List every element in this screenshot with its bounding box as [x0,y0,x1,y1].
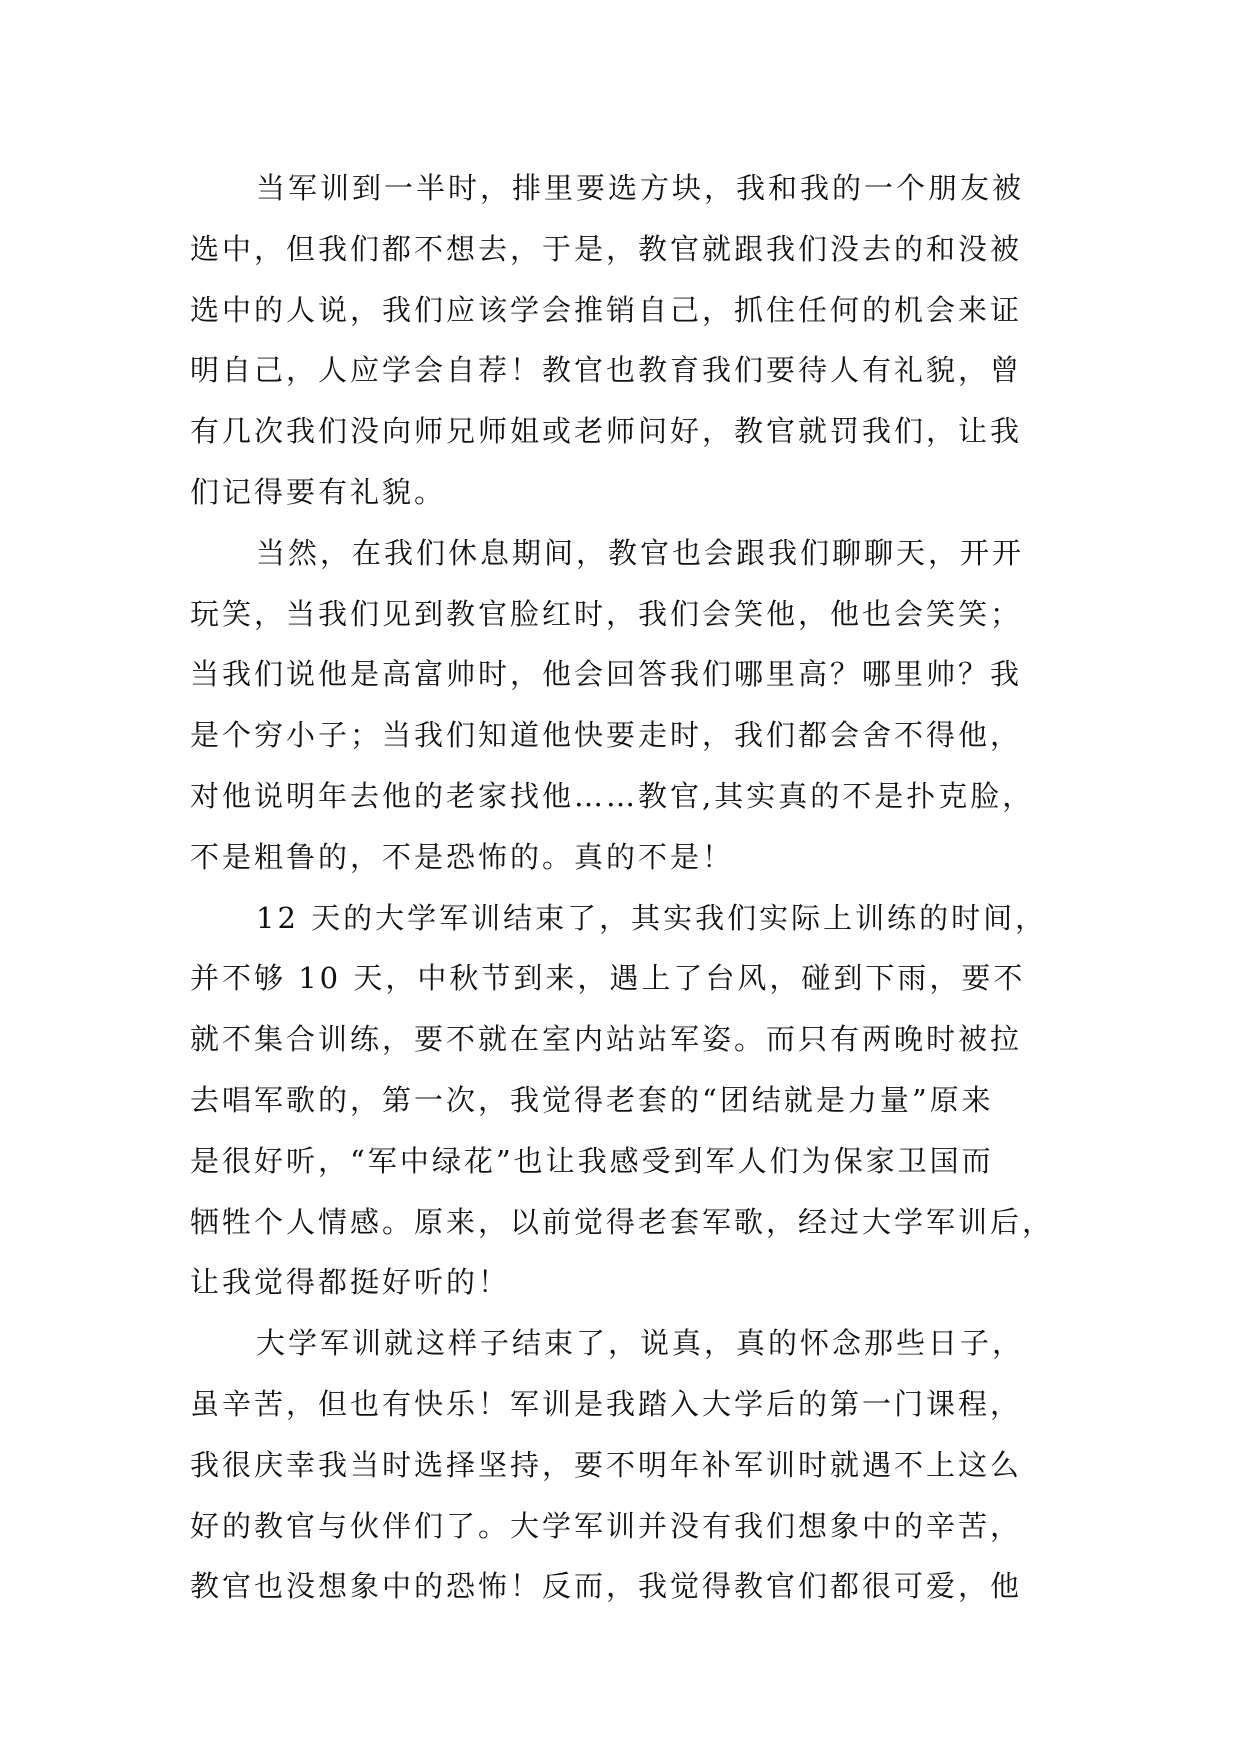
paragraph-4-line-5: 教官也没想象中的恐怖！反而，我觉得教官们都很可爱，他 [190,1569,1023,1604]
body-text [190,158,1055,1617]
paragraph-3-line-6: 牺牲个人情感。原来，以前觉得老套军歌，经过大学军训后， [190,1204,1055,1239]
paragraph-4-line-4: 好的教官与伙伴们了。大学军训并没有我们想象中的辛苦， [190,1508,1023,1543]
paragraph-4-line-2: 虽辛苦，但也有快乐！军训是我踏入大学后的第一门课程， [190,1386,1023,1421]
paragraph-1-line-6: 们记得要有礼貌。 [190,474,447,509]
paragraph-2-line-5: 对他说明年去他的老家找他……教官,其实真的不是扑克脸， [190,778,1035,813]
paragraph-2-line-3: 当我们说他是高富帅时，他会回答我们哪里高？哪里帅？我 [190,657,1023,692]
paragraph-2-line-4: 是个穷小子；当我们知道他快要走时，我们都会舍不得他， [190,718,1023,753]
paragraph-2-line-1: 当然，在我们休息期间，教官也会跟我们聊聊天，开开 [256,535,1025,570]
paragraph-3-line-4: 去唱军歌的，第一次，我觉得老套的“团结就是力量”原来 [190,1082,994,1117]
paragraph-3-line-2: 并不够 10 天，中秋节到来，遇上了台风，碰到下雨，要不 [190,961,1026,996]
paragraph-2-line-6: 不是粗鲁的，不是恐怖的。真的不是！ [190,839,735,874]
paragraph-1-line-3: 选中的人说，我们应该学会推销自己，抓住任何的机会来证 [190,292,1023,327]
paragraph-1-line-2: 选中，但我们都不想去，于是，教官就跟我们没去的和没被 [190,231,1023,266]
paragraph-3-line-7: 让我觉得都挺好听的！ [190,1265,511,1300]
paragraph-3-line-3: 就不集合训练，要不就在室内站站军姿。而只有两晚时被拉 [190,1022,1023,1057]
paragraph-4-line-3: 我很庆幸我当时选择坚持，要不明年补军训时就遇不上这么 [190,1447,1023,1482]
paragraph-1-line-1: 当军训到一半时，排里要选方块，我和我的一个朋友被 [256,171,1025,205]
paragraph-4-line-1: 大学军训就这样子结束了，说真，真的怀念那些日子， [256,1326,1025,1361]
paragraph-2-line-2: 玩笑，当我们见到教官脸红时，我们会笑他，他也会笑笑； [190,596,1023,631]
paragraph-1-line-4: 明自己，人应学会自荐！教官也教育我们要待人有礼貌，曾 [190,353,1023,388]
paragraph-3-line-1: 12 天的大学军训结束了，其实我们实际上训练的时间， [256,900,1048,935]
paragraph-1-line-5: 有几次我们没向师兄师姐或老师问好，教官就罚我们，让我 [190,414,1023,449]
paragraph-3-line-5: 是很好听，“军中绿花”也让我感受到军人们为保家卫国而 [190,1143,994,1178]
